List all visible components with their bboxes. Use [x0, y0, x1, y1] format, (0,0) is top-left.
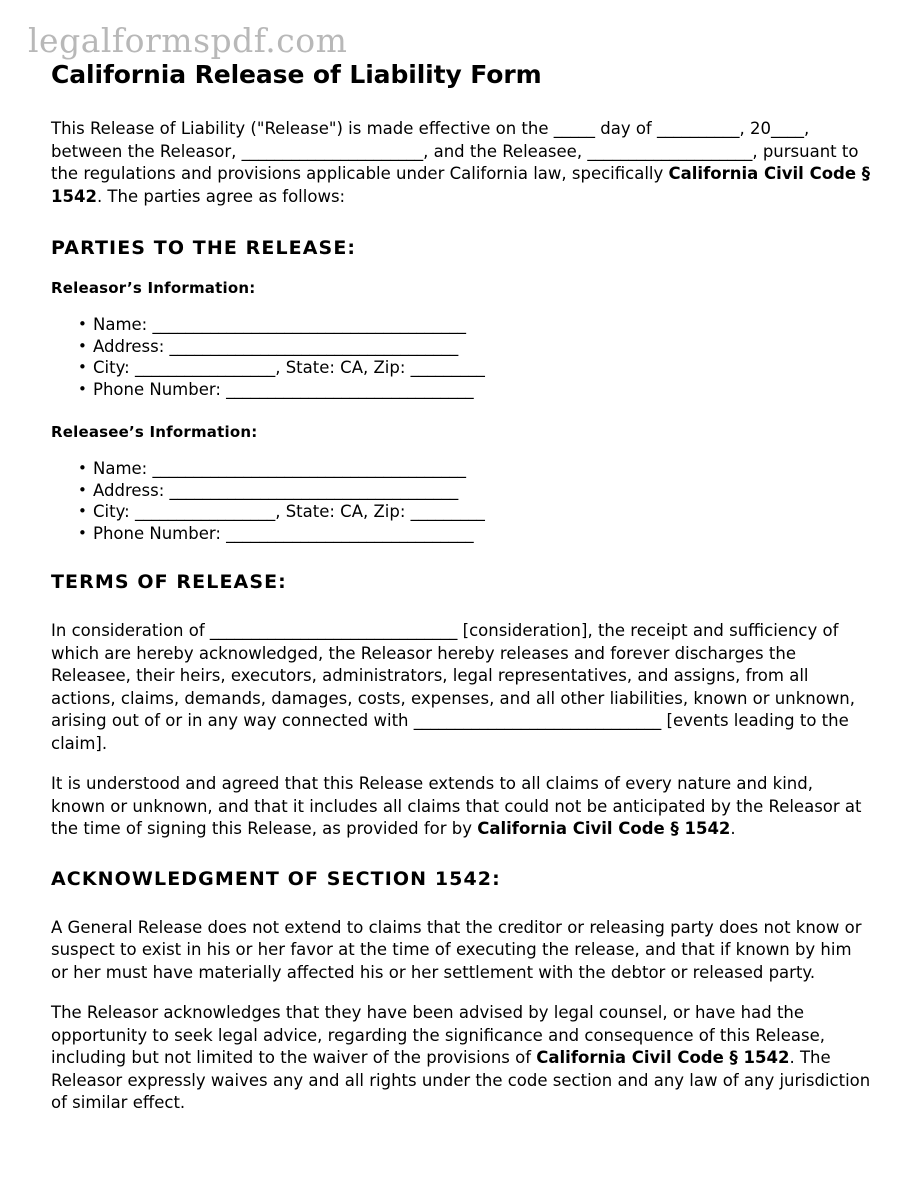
ack-p2-text-2: . The Releasor expressly waives any and all rights under the code section and any law of any jurisdiction of similar effect.	[51, 1048, 871, 1112]
intro-blank-releasee[interactable]: ____________________	[587, 141, 753, 161]
list-item	[51, 336, 871, 358]
field-label-phone: Phone Number:	[93, 379, 227, 399]
field-blank-phone[interactable]: ______________________________	[226, 523, 474, 543]
page-title: California Release of Liability Form	[51, 60, 542, 89]
field-blank-address[interactable]: ___________________________________	[169, 336, 459, 356]
field-label-city: City:	[93, 358, 135, 377]
list-item	[51, 357, 871, 379]
field-blank-city[interactable]: _________________	[134, 358, 276, 377]
terms-text-1: In consideration of	[51, 621, 210, 640]
terms-text-3: [events leading to the claim].	[51, 711, 849, 753]
intro-blank-year[interactable]: ____	[771, 119, 804, 138]
terms-blank-consideration[interactable]: ______________________________	[209, 621, 458, 640]
field-label-address: Address:	[93, 336, 170, 356]
terms-text-2: [consideration], the receipt and sufficiency of which are hereby acknowledged, the Releasor hereby releases and forever discharges the Releasee, their heirs, executors, administrators, legal representatives, and assigns, from all actions, claims, demands, damages, costs, expenses, and all other liabilities, known or unknown, arising out of or in any way connected with	[51, 621, 856, 730]
field-blank-name[interactable]: ______________________________________	[152, 459, 466, 478]
terms-p2-text-2: .	[730, 819, 736, 838]
terms-blank-events[interactable]: ______________________________	[413, 711, 662, 730]
section-heading-acknowledgment: ACKNOWLEDGMENT OF SECTION 1542:	[51, 867, 501, 890]
field-label-phone: Phone Number:	[93, 523, 227, 543]
field-blank-address[interactable]: ___________________________________	[169, 480, 459, 500]
ack-p2-text-1: The Releasor acknowledges that they have been advised by legal counsel, or have had the opportunity to seek legal advice, regarding the significance and consequence of this Release, including but not limited to the waiver of the provisions of	[51, 1003, 825, 1067]
intro-bold-civil-code: California Civil Code § 1542	[51, 164, 871, 206]
releasee-field-list	[51, 458, 871, 544]
field-blank-name[interactable]: ______________________________________	[152, 315, 466, 334]
ack-p2-bold-civil-code: California Civil Code § 1542	[536, 1048, 790, 1067]
field-label-name: Name:	[93, 315, 153, 334]
field-label-name: Name:	[93, 459, 153, 478]
site-watermark: legalformspdf.com	[28, 21, 348, 60]
terms-p2-bold-civil-code: California Civil Code § 1542	[477, 819, 731, 838]
intro-blank-month[interactable]: __________	[657, 119, 740, 138]
field-blank-city[interactable]: _________________	[134, 502, 276, 521]
field-label-state-zip: , State: CA, Zip:	[275, 358, 411, 377]
intro-text-7: . The parties agree as follows:	[96, 186, 346, 206]
intro-paragraph	[51, 118, 871, 208]
intro-text-6: , pursuant to the regulations and provisions applicable under California law, specifically	[51, 141, 859, 183]
field-label-state-zip: , State: CA, Zip:	[275, 502, 411, 521]
intro-text-1: This Release of Liability ("Release") is made effective on the	[51, 119, 554, 138]
terms-paragraph-1	[51, 620, 871, 755]
field-blank-zip[interactable]: _________	[410, 502, 485, 521]
section-heading-parties: PARTIES TO THE RELEASE:	[51, 237, 357, 259]
intro-blank-day[interactable]: _____	[553, 119, 595, 138]
list-item	[51, 523, 871, 545]
list-item	[51, 480, 871, 502]
intro-text-2: day of	[595, 119, 657, 138]
field-label-city: City:	[93, 502, 135, 521]
releasor-field-list	[51, 314, 871, 400]
section-heading-terms: TERMS OF RELEASE:	[51, 571, 287, 593]
list-item	[51, 379, 871, 401]
subheading-releasee-information: Releasee’s Information:	[51, 423, 258, 441]
list-item	[51, 458, 871, 480]
intro-text-3: , 20	[739, 119, 771, 138]
terms-p2-text-1: It is understood and agreed that this Release extends to all claims of every nature and kind, known or unknown, and that it includes all claims that could not be anticipated by the Releasor at the time of signing this Release, as provided for by	[51, 774, 862, 838]
acknowledgment-paragraph-1: A General Release does not extend to claims that the creditor or releasing party does not know or suspect to exist in his or her favor at the time of executing the release, and that if known by him or her must have materially affected his or her settlement with the debtor or released party.	[51, 917, 862, 982]
acknowledgment-paragraph-2	[51, 1002, 871, 1115]
terms-paragraph-2	[51, 773, 871, 841]
field-label-address: Address:	[93, 480, 170, 500]
document-content	[51, 60, 871, 1115]
subheading-releasor-information: Releasor’s Information:	[51, 279, 256, 297]
intro-blank-releasor[interactable]: ______________________	[241, 141, 424, 161]
intro-text-5: , and the Releasee,	[423, 141, 588, 161]
intro-text-4: , between the Releasor,	[51, 119, 810, 161]
field-blank-phone[interactable]: ______________________________	[226, 379, 474, 399]
list-item	[51, 314, 871, 336]
list-item	[51, 501, 871, 523]
field-blank-zip[interactable]: _________	[410, 358, 485, 377]
